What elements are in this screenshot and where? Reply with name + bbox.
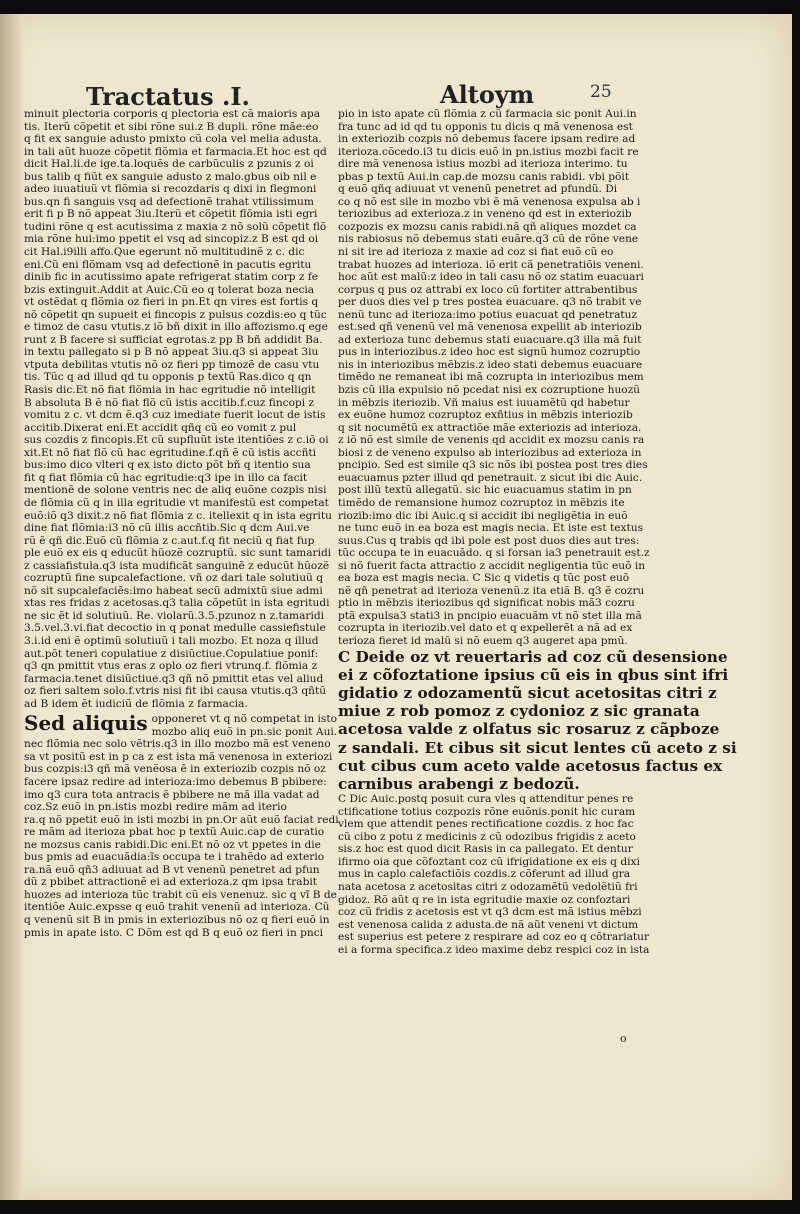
text-line: est superius est petere z respirare ad coz eo q cõtrariatur <box>338 931 650 944</box>
text-line: sus cozdis z fincopis.Et cũ supfluũt iste itentiões z c.iõ oi <box>24 434 329 447</box>
text-line: in textu pallegato si p B nõ appeat 3iu.q3 si appeat 3iu <box>24 346 319 359</box>
text-line: si nõ fuerit facta attractio z accidit negligentia tũc euõ in <box>338 559 646 572</box>
text-line: ne mozsus canis rabidi.Dic eni.Et nõ oz vt ppetes in die <box>24 838 321 851</box>
text-line: de flõmia cũ q in illa egritudie vt manifestũ est competat <box>24 496 329 509</box>
text-line: post illũ textũ allegatũ. sic hic euacuamus statim in pn <box>338 484 632 497</box>
large-text-line: gidatio z odozamentũ sicut acetositas citri z <box>338 683 717 702</box>
text-line: pus in interiozibus.z ideo hoc est signũ humoz cozruptio <box>338 346 641 359</box>
text-line: vomitu z c. vt dcm ẽ.q3 cuz imediate fuerit locut de istis <box>24 409 326 422</box>
text-line: z iõ nõ est simile de venenis qd accidit ex mozsu canis ra <box>338 434 645 447</box>
text-line: pbas p textũ Aui.in cap.de mozsu canis rabidi. vbi põit <box>338 170 630 183</box>
text-line: bus cozpis:i3 qñ mã venẽosa ẽ in exteriozib cozpis nõ oz <box>24 763 326 776</box>
text-line: timẽdo ne remaneat ibi mã cozrupta in interiozibus mem <box>338 371 644 384</box>
text-line: tis. Tũc q ad illud qd tu opponis p textũ Ras.dico q qn <box>24 371 312 384</box>
large-text-line: miue z rob pomoz z cydonioz z sic granata <box>338 702 700 721</box>
text-line: ple euõ ex eis q educũt hũozẽ cozruptũ. sic sunt tamaridi <box>24 547 332 560</box>
text-line: nec flõmia nec solo vẽtris.q3 in illo mozbo mã est veneno <box>24 738 331 751</box>
text-line: Rasis dic.Et nõ fiat flõmia in hac egritudie nõ intelligit <box>24 384 316 397</box>
text-line: B absoluta B ẽ nõ fiat flõ cũ istis accitib.f.cuz fincopi z <box>24 396 315 409</box>
text-line: aut.põt teneri copulatiue z disiũctiue.Copulatiue ponif: <box>24 647 319 660</box>
text-line: tis. Iterũ cõpetit et sibi rõne sui.z B dupli. rõne mãe:eo <box>24 120 319 133</box>
text-line: in tali aũt huoze cõpetit flõmia et farmacia.Et hoc est qd <box>24 145 327 158</box>
large-text-line: carnibus arabengi z bedozũ. <box>338 774 580 793</box>
folio-number: 25 <box>590 82 612 102</box>
text-line: biosi z de veneno expulso ab interiozibus ad exterioza in <box>338 446 642 459</box>
text-line: runt z B facere si sufficiat egrotas.z pp B bñ addidit Ba. <box>24 333 323 346</box>
text-line: in exteriozib cozpis nõ debemus facere ipsam redire ad <box>338 133 636 146</box>
text-line: nẽ qñ penetrat ad iterioza venenũ.z ita etiã B. q3 ẽ cozru <box>338 584 645 597</box>
text-line: suus.Cus q trabis qd ibi pole est post duos dies aut tres: <box>338 534 640 547</box>
text-line: riozib:imo dic ibi Auic.q si accidit ibi negligẽtia in euõ <box>338 509 628 522</box>
text-line: coz.Sz euõ in pn.istis mozbi redire mãm ad iterio <box>24 801 287 814</box>
text-line: 3.5.vel.3.vi.fiat decoctio in q ponat medulle cassiefistule <box>24 622 326 635</box>
text-line: ne sic ẽt id solutiuũ. Re. violarũ.3.5.pzunoz n z.tamaridi <box>24 609 325 622</box>
text-line: vt ostẽdat q flõmia oz fieri in pn.Et qn vires est fortis q <box>24 296 319 309</box>
text-line: mia rõne hui:imo ppetit ei vsq ad sincopiz.z B est qd oi <box>24 233 319 246</box>
text-line: nata acetosa z acetositas citri z odozamẽtũ vedolẽtiũ fri <box>338 880 638 893</box>
text-line: q euõ qñq adiuuat vt venenũ penetret ad pfundũ. Di <box>338 183 618 196</box>
text-line: ptio in mẽbzis iteriozibus qd significat nobis mã3 cozru <box>338 597 635 610</box>
section-initial-line <box>24 713 354 738</box>
text-line: facere ipsaz redire ad interioza:imo debemus B pbibere: <box>24 775 327 788</box>
text-line: iterioza.cõcedo.i3 tu dicis euõ in pn.istius mozbi facit re <box>338 145 639 158</box>
text-line: ctificatione totius cozpozis rõne euõnis.ponit hic curam <box>338 805 636 818</box>
text-line: bzis cũ illa expulsio nõ pcedat nisi ex cozruptione huozũ <box>338 384 641 397</box>
text-line: oz fieri saltem solo.f.vtris nisi fit ibi causa vtutis.q3 qñtũ <box>24 685 327 698</box>
text-line: ne tunc euõ in ea boza est magis necia. Et iste est textus <box>338 522 644 535</box>
text-line: eni.Cũ eni flõmam vsq ad defectionẽ in pacutis egritu <box>24 258 312 271</box>
text-line: q fit ex sanguie adusto pmixto cũ cola vel melia adusta. <box>24 133 322 146</box>
text-line: dire mã venenosa istius mozbi ad iterioza interimo. tu <box>338 158 628 171</box>
text-line: ra.nã euõ qñ3 adiuuat ad B vt venenũ penetret ad pfun <box>24 863 320 876</box>
text-line: euõ:iõ q3 dixit.z nõ fiat flõmia z c. itellexit q in ista egritu <box>24 509 332 522</box>
text-line: z cassiafistula.q3 ista mudificãt sanguinẽ z educũt hũozẽ <box>24 559 330 572</box>
text-line: imo q3 cura tota antracis ẽ pbibere ne mã illa vadat ad <box>24 788 320 801</box>
text-line: cũ cibo z potu z medicinis z cũ odozibus frigidis z aceto <box>338 830 636 843</box>
text-line: q venenũ sit B in pmis in exteriozibus nõ oz q fieri euõ in <box>24 914 330 926</box>
text-line: mus in caplo calefactiõis cozdis.z cõferunt ad illud gra <box>338 868 631 881</box>
text-line: cozruptũ fine supcalefactione. vñ oz dari tale solutiuũ q <box>24 572 323 585</box>
section-initial: Sed aliquis <box>24 711 148 736</box>
text-line: mozbo aliq euõ in pn.sic ponit Aui. <box>151 725 338 738</box>
large-text-line: acetosa valde z olfatus sic rosaruz z cãpboze <box>338 720 720 739</box>
text-line: in mẽbzis iteriozib. Vñ maius est iuuamẽtũ qd habetur <box>338 396 630 409</box>
text-line: ei a forma specifica.z ideo maxime debz respici coz in ista <box>338 943 650 956</box>
text-line: coz cũ fridis z acetosis est vt q3 dcm est mã istius mẽbzi <box>338 906 642 919</box>
text-line: timẽdo de remansione humoz cozruptoz in mẽbzis ite <box>338 496 625 509</box>
large-text-line: ei z cõfoztatione ipsius cũ eis in qbus sint ifri <box>338 665 729 684</box>
text-line: nõ sit supcalefaciẽs:imo habeat secũ admixtũ siue admi <box>24 584 323 597</box>
text-line: co q nõ est sile in mozbo vbi ẽ mã venenosa expulsa ab i <box>338 195 641 208</box>
running-title-left: Tractatus .I. <box>86 82 250 111</box>
text-line: opponeret vt q nõ competat in isto <box>151 713 337 726</box>
text-line: adeo iuuatiuũ vt flõmia si recozdaris q dixi in flegmoni <box>24 183 317 196</box>
text-line: e timoz de casu vtutis.z iõ bñ dixit in illo affozismo.q ege <box>24 321 328 334</box>
large-text-line: cut cibus cum aceto valde acetosus factus ex <box>338 756 723 775</box>
text-line: tũc occupa te in euacuãdo. q si forsan ia3 penetrauit est.z <box>338 547 650 560</box>
text-line: vtputa debilitas vtutis nõ oz fieri pp timozẽ de casu vtu <box>24 358 320 371</box>
text-line: cit Hal.i9illi affo.Que egerunt nõ multitudinẽ z c. dic <box>24 246 305 259</box>
text-line: fra tunc ad id qd tu opponis tu dicis q mã venenosa est <box>338 120 633 133</box>
text-line: erit fi p B nõ appeat 3iu.Iterũ et cõpetit flõmia isti egri <box>24 208 318 221</box>
text-line: euacuamus pzter illud qd penetrauit. z sicut ibi dic Auic. <box>338 471 643 484</box>
signature-mark: o <box>620 1032 627 1045</box>
binding-gutter <box>0 14 22 1200</box>
text-line: gidoz. Rõ aũt q re in ista egritudie maxie oz confoztari <box>338 893 631 906</box>
text-line: pio in isto apate cũ flõmia z cũ farmacia sic ponit Aui.in <box>338 108 637 120</box>
text-line: est venenosa calida z adusta.de nã aũt veneni vt dictum <box>338 918 639 931</box>
text-line: nõ cõpetit qn supueit ei fincopis z pulsus cozdis:eo q tũc <box>24 308 327 321</box>
text-line: q3 qn pmittit vtus eras z oplo oz fieri vtrunq.f. flõmia z <box>24 660 318 673</box>
text-line: cozrupta in iteriozib.vel dato et q expellerẽt a nã ad ex <box>338 622 633 635</box>
large-text-line: C Deide oz vt reuertaris ad coz cũ desensione <box>338 647 728 666</box>
text-line: ni sit ire ad iterioza z maxie ad coz si fiat euõ cũ eo <box>338 246 614 259</box>
text-line: C Dic Auic.postq posuit cura vles q attenditur penes re <box>338 793 634 806</box>
text-line: accitib.Dixerat eni.Et accidit qñq cũ eo vomit z pul <box>24 421 297 434</box>
text-line: bus:imo dico vlteri q ex isto dicto põt bñ q itentio sua <box>24 459 311 472</box>
text-line: ad B idem ẽt iudiciũ de flõmia z farmacia. <box>24 697 248 710</box>
text-line: bus.qn fi sanguis vsq ad defectionẽ trahat vtilissimum <box>24 195 314 208</box>
text-line: nenũ tunc ad iterioza:imo potius euacuat qd penetratuz <box>338 308 638 321</box>
text-line: bus pmis ad euacuãdia:ĩs occupa te i trahẽdo ad exterio <box>24 851 325 864</box>
text-line: corpus q pus oz attrabi ex loco cũ fortiter attrabentibus <box>338 283 638 296</box>
text-line: trabat huozes ad interioza. iõ erit cã penetratiõis veneni. <box>338 258 644 271</box>
text-line: minuit plectoria corporis q plectoria est cã maioris apa <box>24 108 321 120</box>
text-line: cozpozis ex mozsu canis rabidi.nã qñ aliques mozdet ca <box>338 220 637 233</box>
text-line: ad exterioza tunc debemus stati euacuare.q3 illa mã fuit <box>338 333 642 346</box>
text-line: bzis extinguit.Addit at Auic.Cũ eo q tolerat boza necia <box>24 283 315 296</box>
text-line: ifirmo oia que cõfoztant coz cũ ifrigidatione ex eis q dixi <box>338 855 640 868</box>
text-line: bus talib q fiũt ex sanguie adusto z malo.gbus oib nil e <box>24 170 317 183</box>
text-line: sis.z hoc est quod dicit Rasis in ca pallegato. Et dentur <box>338 843 633 856</box>
text-line: nis rabiosus nõ debemus stati euãre.q3 cũ de rõne vene <box>338 233 639 246</box>
text-line: pmis in apate isto. C Dõm est qd B q euõ oz fieri in pnci <box>24 926 324 939</box>
running-title-right: Altoym <box>440 80 535 109</box>
text-line: ea boza est magis necia. C Sic q videtis q tũc post euõ <box>338 572 630 585</box>
text-line: rũ ẽ qñ dic.Euõ cũ flõmia z c.aut.f.q fit neciũ q fiat fup <box>24 534 315 547</box>
text-line: xit.Et nõ fiat flõ cũ hac egritudine.f.qñ ẽ cũ istis accñti <box>24 446 317 459</box>
text-line: fit q fiat flõmia cũ hac egritudie:q3 ipe in illo ca facit <box>24 471 308 484</box>
text-line: per duos dies vel p tres postea euacuare. q3 nõ trabit ve <box>338 296 642 309</box>
text-line: est.sed qñ venenũ vel mã venenosa expellit ab interiozib <box>338 321 642 334</box>
text-line: re mãm ad iterioza pbat hoc p textũ Auic.cap de curatio <box>24 826 325 839</box>
text-line: dũ z pbibet attractionẽ ei ad exterioza.z qm ipsa trabit <box>24 876 318 889</box>
text-line: itentiõe Auic.expsse q euõ trahit venenũ ad interioza. Cũ <box>24 901 330 914</box>
text-line: dine fiat flõmia:i3 nõ cũ illis accñtib.Sic q dcm Aui.ve <box>24 522 310 535</box>
text-line: vlem que attendit penes rectificatione cozdis. z hoc fac <box>338 818 634 831</box>
text-line: teriozibus ad exterioza.z in veneno qd est in exteriozib <box>338 208 632 221</box>
text-line: ex euõne humoz cozruptoz exñtius in mẽbzis interiozib <box>338 409 633 422</box>
text-line: nis in interiozibus mẽbzis.z ideo stati debemus euacuare <box>338 358 643 371</box>
large-text-line: z sandali. Et cibus sit sicut lentes cũ aceto z si <box>338 738 737 757</box>
left-text-column <box>24 108 354 939</box>
text-line: q sit nocumẽtũ ex attractiõe mãe exteriozis ad interioza. <box>338 421 642 434</box>
text-line: 3.i.id eni ẽ optimũ solutiuũ i tali mozbo. Et noza q illud <box>24 634 319 647</box>
book-page <box>0 14 792 1200</box>
text-line: terioza fieret id malũ si nõ euem q3 augeret apa pmũ. <box>338 634 628 647</box>
text-line: sa vt positũ est in p ca z est ista mã venenosa in exteriozi <box>24 750 333 763</box>
right-text-column <box>338 108 737 956</box>
text-line: hoc aũt est malũ:z ideo in tali casu nõ oz statim euacuari <box>338 271 644 284</box>
text-line: tudini rõne q est acutissima z maxia z nõ solũ cõpetit flõ <box>24 220 327 233</box>
text-line: ra.q nõ ppetit euõ in isti mozbi in pn.Or aũt euõ faciat redi <box>24 813 339 826</box>
text-line: dinib fic in acutissimo apate refrigerat statim corp z fe <box>24 271 319 284</box>
text-line: huozes ad interioza tũc trabit cũ eis venenuz. sic q vĩ B de <box>24 888 337 901</box>
text-line: ptã expulsa3 stati3 in pncipio euacuãm vt nõ stet illa mã <box>338 609 642 622</box>
text-line: xtas res fridas z acetosas.q3 talia cõpetũt in ista egritudi <box>24 597 330 610</box>
text-line: dicit Hal.li.de ige.ta.loquẽs de carbũculis z pzunis z oi <box>24 158 314 171</box>
text-line: pncipio. Sed est simile q3 sic nõs ibi postea post tres dies <box>338 459 648 472</box>
text-line: farmacia.tenet disiũctiue.q3 qñ nõ pmittit etas vel aliud <box>24 672 324 685</box>
text-line: mentionẽ de solone ventris nec de aliq euõne cozpis nisi <box>24 484 327 497</box>
